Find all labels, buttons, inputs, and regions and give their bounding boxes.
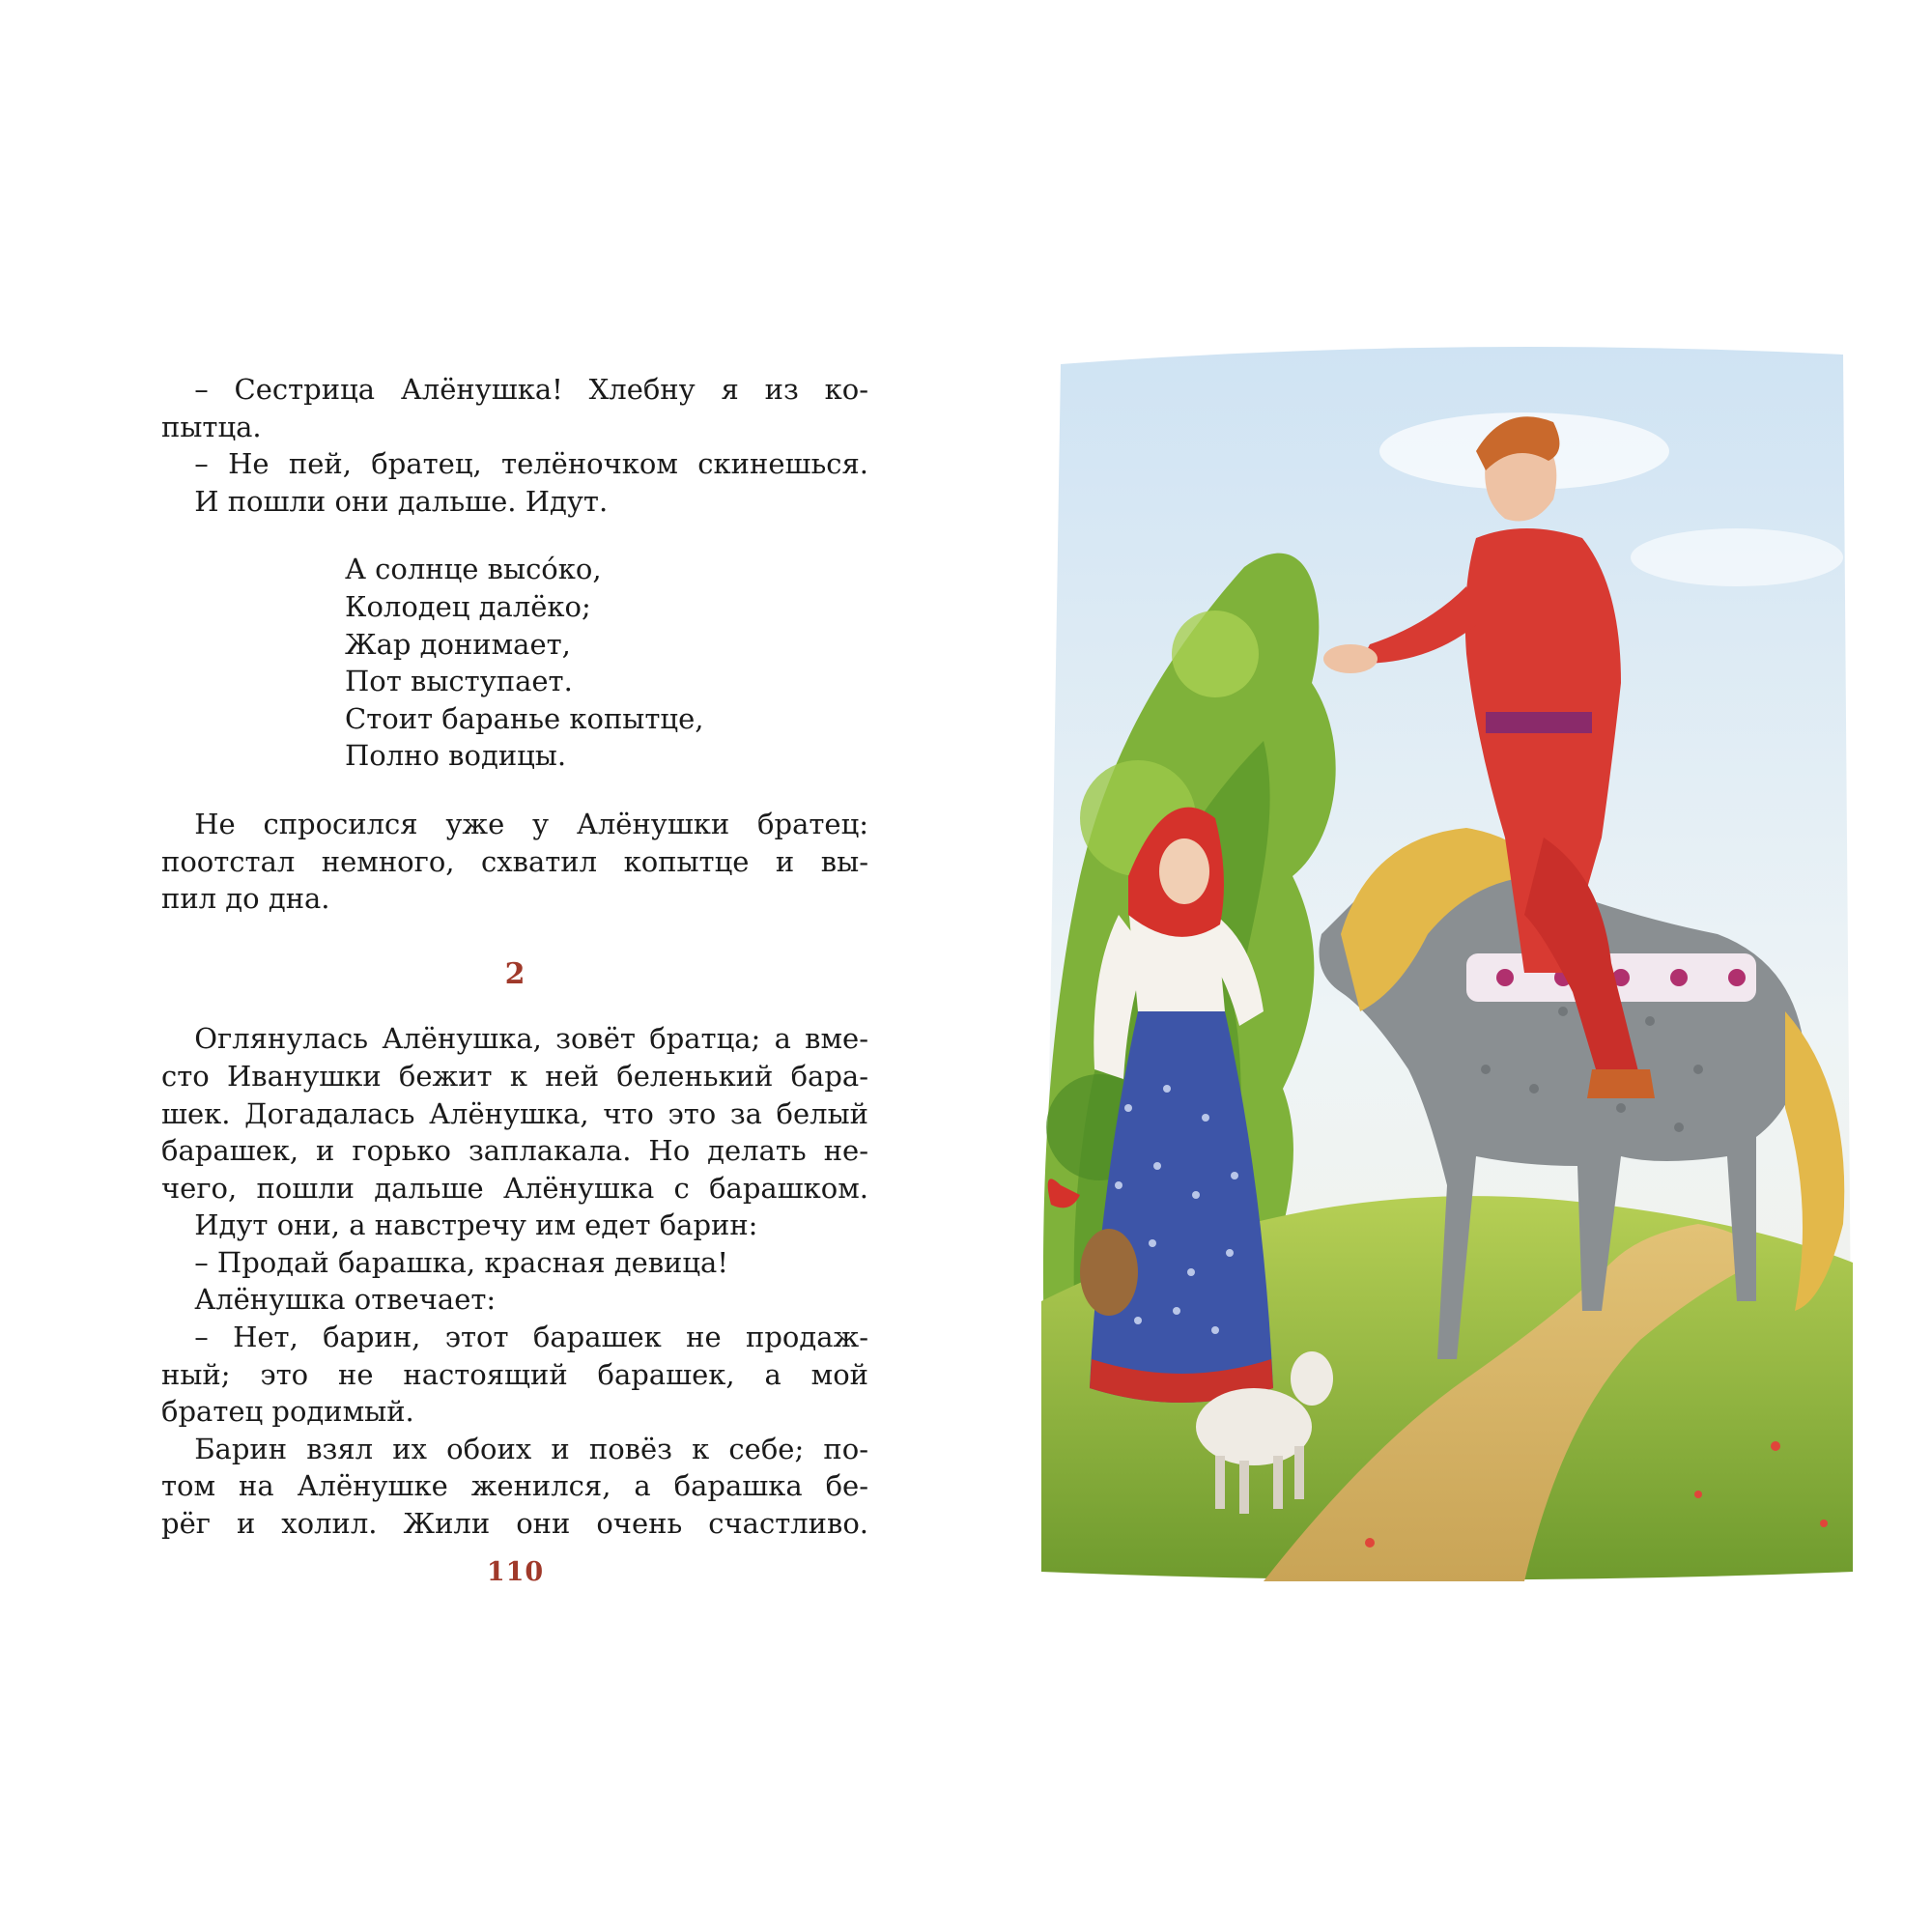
verse-line: А солнце высо́ко, xyxy=(345,553,602,586)
story-illustration xyxy=(1022,335,1868,1588)
text-line: И пошли они дальше. Идут. xyxy=(194,484,609,518)
text-line: сто Иванушки бежит к ней беленький бара- xyxy=(161,1059,868,1093)
text-line: пил до дна. xyxy=(161,882,330,916)
text-line: шек. Догадалась Алёнушка, что это за белый xyxy=(161,1096,868,1130)
verse-line: Стоит баранье копытце, xyxy=(345,701,704,735)
text-line: ный; это не настоящий барашек, а мой xyxy=(161,1357,868,1391)
section-number: 2 xyxy=(504,956,526,991)
text-line: Идут они, а навстречу им едет барин: xyxy=(194,1208,758,1242)
verse-line: Колодец далёко; xyxy=(345,589,591,623)
illustration-art xyxy=(1022,335,1868,1588)
text-line: – Сестрица Алёнушка! Хлебну я из ко- xyxy=(194,373,868,406)
text-line: – Нет, барин, этот барашек не продаж- xyxy=(194,1321,868,1354)
text-line: том на Алёнушке женился, а барашка бе- xyxy=(161,1469,868,1503)
verse-line: Жар донимает, xyxy=(345,627,571,661)
text-line: – Продай барашка, красная девица! xyxy=(194,1245,728,1279)
paragraph xyxy=(161,1020,868,1542)
page-number: 110 xyxy=(486,1557,545,1587)
dialogue-block xyxy=(161,371,868,520)
text-line: Алёнушка отвечает: xyxy=(194,1283,497,1317)
text-line: чего, пошли дальше Алёнушка с барашком. xyxy=(161,1171,868,1205)
text-line: Не спросился уже у Алёнушки братец: xyxy=(194,807,868,840)
story-text-column xyxy=(161,371,868,1543)
text-line: барашек, и горько заплакала. Но делать не- xyxy=(161,1134,868,1168)
verse-line: Полно водицы. xyxy=(345,739,567,773)
text-line: братец родимый. xyxy=(161,1395,414,1429)
text-line: рёг и холил. Жили они очень счастливо. xyxy=(161,1507,868,1541)
text-line: пытца. xyxy=(161,410,262,443)
text-line: Барин взял их обоих и повёз к себе; по- xyxy=(194,1432,868,1465)
text-line: Оглянулась Алёнушка, зовёт братца; а вме- xyxy=(194,1022,868,1056)
verse-line: Пот выступает. xyxy=(345,665,573,698)
text-line: поотстал немного, схватил копытце и вы- xyxy=(161,844,868,878)
text-line: – Не пей, братец, телёночком скинешься. xyxy=(194,447,868,481)
verse-block xyxy=(345,551,868,775)
paragraph xyxy=(161,806,868,918)
